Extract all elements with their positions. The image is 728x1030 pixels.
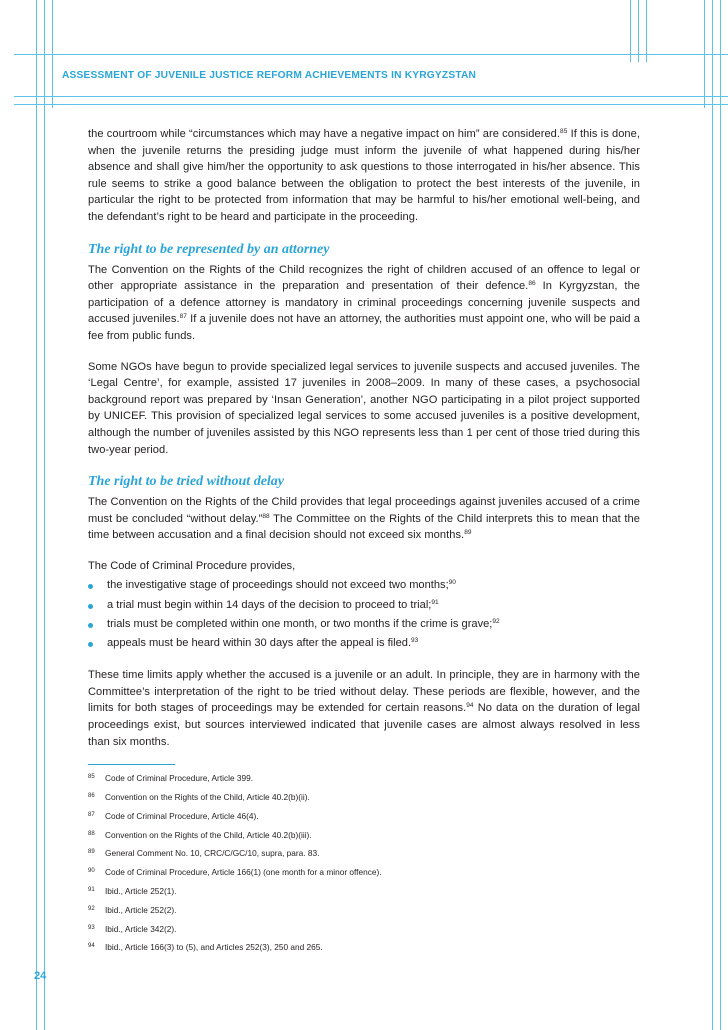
- bullet-icon: [88, 584, 93, 589]
- bullet-icon: [88, 604, 93, 609]
- footnotes: [88, 773, 640, 953]
- footnote-ref[interactable]: 91: [431, 598, 439, 606]
- footnote-ref[interactable]: 88: [262, 512, 270, 520]
- footnote-item: 91 Ibid., Article 252(1).: [88, 886, 177, 897]
- footnote-item: 92 Ibid., Article 252(2).: [88, 904, 177, 915]
- list-item: a trial must begin within 14 days of the decision to proceed to trial;$^{91}$: [88, 596, 640, 615]
- page-body: [88, 126, 640, 961]
- footnote-ref[interactable]: 90: [448, 579, 456, 587]
- footnote-item: 94 Ibid., Article 166(3) to (5), and Articles 252(3), 250 and 265.: [88, 942, 323, 953]
- running-header: ASSESSMENT OF JUVENILE JUSTICE REFORM ACHIEVEMENTS IN KYRGYZSTAN: [62, 70, 477, 81]
- paragraph-time-limits: These time limits apply whether the accused is a juvenile or an adult. In principle, they are in harmony with the Committee’s interpretation of the right to be tried without delay. These periods are flexible, however, and the limits for both stages of proceedings may be extended for certain reasons.$^{94}$ No data on the duration of legal proceedings exist, but sources interviewed indicated that juvenile cases are almost always resolved in less than six months.: [88, 669, 640, 748]
- footnote-ref[interactable]: 92: [492, 617, 500, 625]
- list-item: trials must be completed within one month, or two months if the crime is grave;$^{92}$: [88, 615, 640, 634]
- bullet-icon: [88, 623, 93, 628]
- time-limits-list: [88, 576, 640, 653]
- footnote-ref[interactable]: 86: [528, 280, 536, 288]
- bullet-icon: [88, 642, 93, 647]
- footnote-item: 88 Convention on the Rights of the Child, Article 40.2(b)(iii).: [88, 829, 312, 840]
- footnote-item: 86 Convention on the Rights of the Child, Article 40.2(b)(ii).: [88, 792, 310, 803]
- list-item: appeals must be heard within 30 days after the appeal is filed.$^{93}$: [88, 634, 640, 653]
- footnote-item: 93 Ibid., Article 342(2).: [88, 923, 177, 934]
- section-heading-attorney: The right to be represented by an attorney: [88, 241, 330, 257]
- footnote-item: 90 Code of Criminal Procedure, Article 166(1) (one month for a minor offence).: [88, 867, 382, 878]
- footnote-item: 85 Code of Criminal Procedure, Article 399.: [88, 773, 254, 784]
- paragraph-courtroom: the courtroom while “circumstances which may have a negative impact on him” are considered.$^{85}$ If this is done, when the juvenile returns the presiding judge must inform the juvenile of what happened during his/her absence and shall give him/her the opportunity to ask questions to those interrogated in his/her absence. This rule seems to strike a good balance between the obligation to protect the best interests of the juvenile, in particular the right to be protected from information that may be harmful to his/her emotional well-being, and the defendant’s right to be heard and participate in the proceeding.: [88, 128, 640, 223]
- code-provides-lead: The Code of Criminal Procedure provides,: [88, 559, 296, 572]
- footnote-ref[interactable]: 87: [179, 313, 187, 321]
- section-heading-delay: The right to be tried without delay: [88, 474, 285, 490]
- footnote-ref[interactable]: 93: [411, 637, 419, 645]
- footnote-divider: [88, 764, 175, 765]
- list-item: the investigative stage of proceedings should not exceed two months;$^{90}$: [88, 576, 640, 595]
- footnote-ref[interactable]: 89: [464, 529, 472, 537]
- page-number: 24: [34, 970, 47, 982]
- paragraph-convention-defence: The Convention on the Rights of the Child recognizes the right of children accused of an offence to legal or other appropriate assistance in the preparation and presentation of their defence.$^{86}$ In Kyrgyzstan, the participation of a defence attorney is mandatory in criminal proceedings concerning juvenile suspects and accused juveniles.$^{87}$ If a juvenile does not have an attorney, the authorities must appoint one, who will be paid a fee from public funds.: [88, 263, 641, 342]
- paragraph-ngos: Some NGOs have begun to provide specialized legal services to juvenile suspects and accused juveniles. The ‘Legal Centre’, for example, assisted 17 juveniles in 2008–2009. In many of these cases, a psychosocial background report was prepared by ‘Insan Generation’, another NGO participating in a pilot project supported by UNICEF. This provision of specialized legal services to some accused juveniles is a positive development, although the number of juveniles assisted by this NGO represents less than 1 per cent of those tried during this two-year period.: [88, 360, 640, 456]
- footnote-item: 89 General Comment No. 10, CRC/C/GC/10, supra, para. 83.: [88, 848, 320, 859]
- footnote-item: 87 Code of Criminal Procedure, Article 46(4).: [88, 810, 259, 821]
- footnote-ref[interactable]: 85: [560, 128, 568, 135]
- footnote-ref[interactable]: 94: [466, 702, 474, 710]
- paragraph-convention-delay: The Convention on the Rights of the Child provides that legal proceedings against juveniles accused of a crime must be concluded “without delay.”$^{88}$ The Committee on the Rights of the Child interprets this to mean that the time between accusation and a final decision should not exceed six months.$^{89}$: [88, 496, 640, 542]
